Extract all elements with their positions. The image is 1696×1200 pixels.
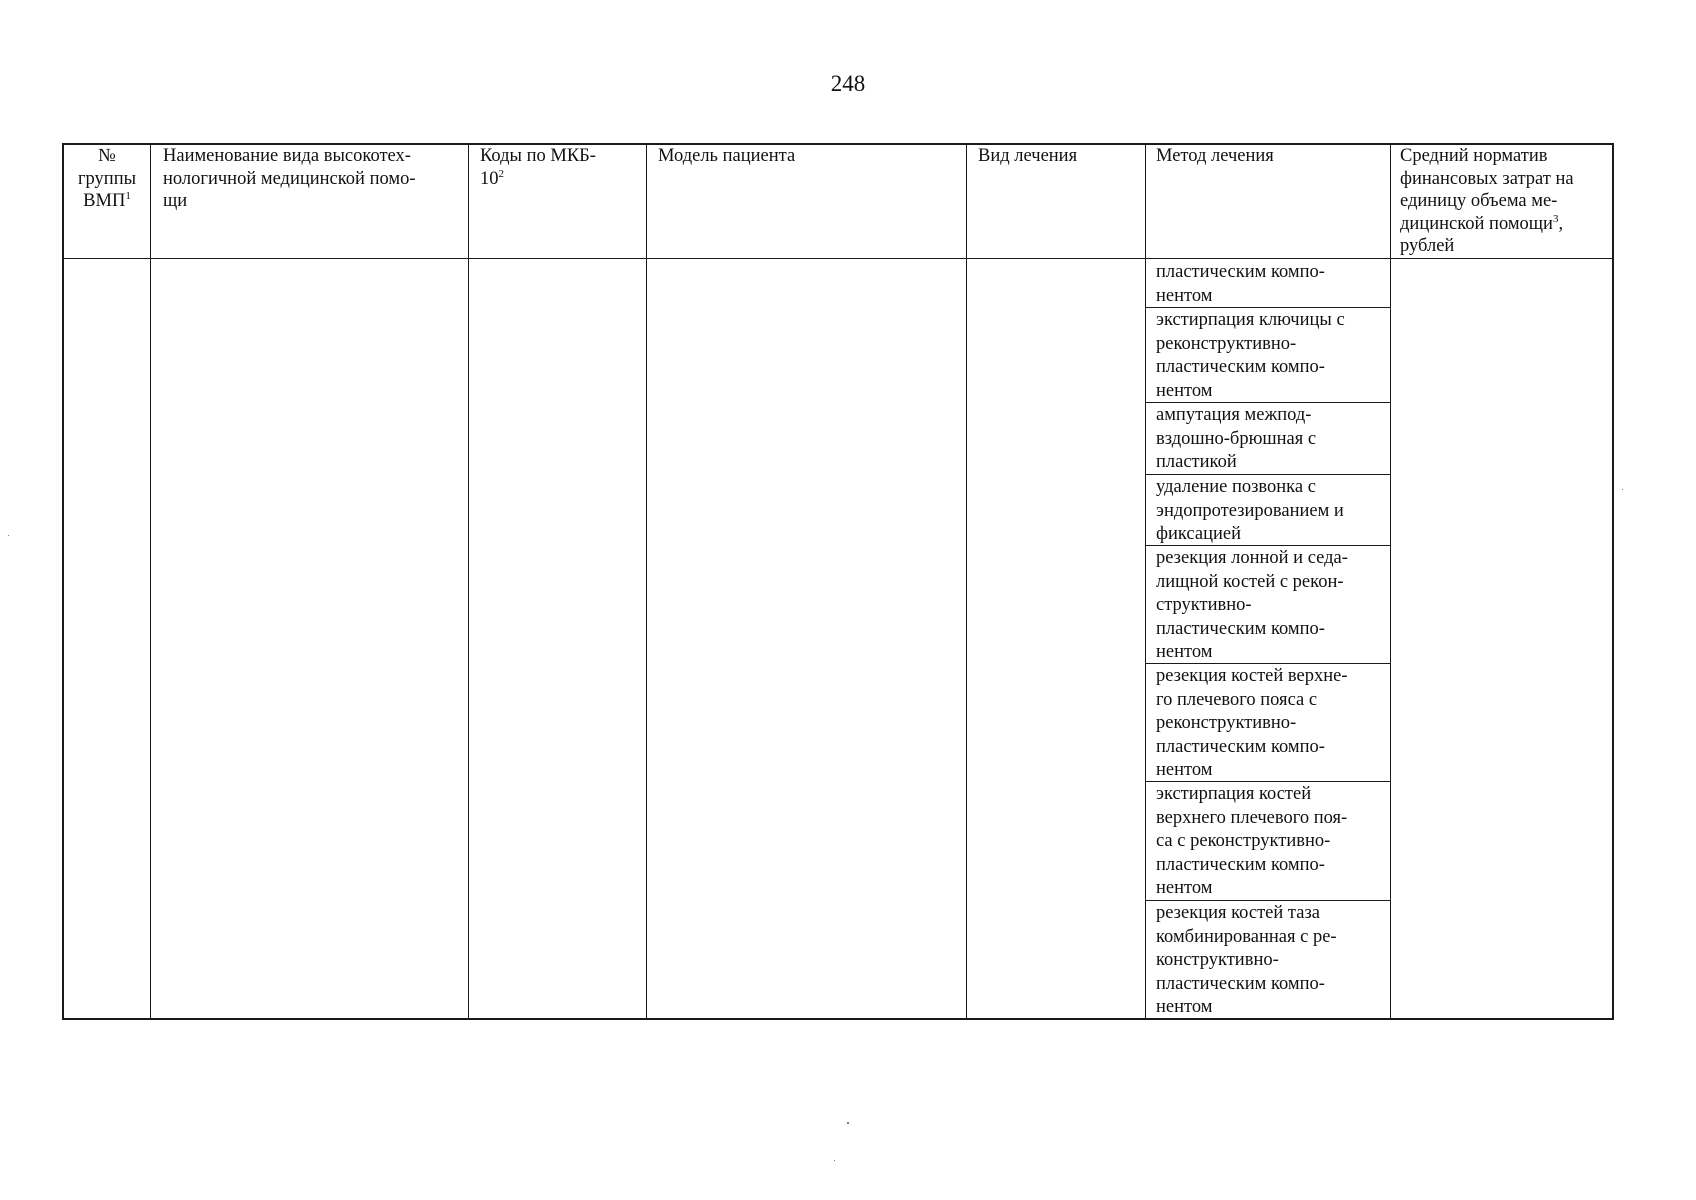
footnote-3-marker: 3	[1552, 212, 1559, 225]
col-divider-2	[468, 143, 469, 1020]
header-avg-cost	[1400, 145, 1610, 258]
header-care-type: Наименование вида высокотех- нологичной медицинской помо- щи	[163, 146, 416, 211]
method-item: пластическим компо- нентом	[1156, 262, 1325, 306]
method-item: экстирпация ключицы с реконструктивно- пластическим компо- нентом	[1156, 310, 1345, 401]
page-number: 248	[830, 71, 866, 96]
method-item: ампутация межпод- вздошно-брюшная с пластикой	[1156, 405, 1317, 473]
scan-speck	[834, 1160, 835, 1161]
header-avg-cost-unit: , рублей	[1400, 213, 1564, 256]
scan-speck	[847, 1122, 849, 1124]
method-item: экстирпация костей верхнего плечевого поя- са с реконструктивно- пластическим компо- нентом	[1156, 784, 1348, 899]
col-divider-3	[646, 143, 647, 1020]
table-left-border	[62, 143, 64, 1020]
col-divider-1	[150, 143, 151, 1020]
scan-speck	[8, 535, 9, 536]
method-item: удаление позвонка с эндопротезированием и фиксацией	[1156, 477, 1344, 545]
method-item: резекция костей верхне- го плечевого пояса с реконструктивно- пластическим компо- нентом	[1156, 666, 1348, 781]
scan-speck	[1622, 489, 1623, 490]
header-treatment-method: Метод лечения	[1156, 146, 1274, 166]
header-icd-codes-text: Коды по МКБ- 10	[480, 146, 596, 189]
footnote-1-marker: 1	[125, 189, 131, 202]
header-separator	[62, 258, 1614, 259]
table-right-border	[1612, 143, 1614, 1020]
header-group-no-text: № группы ВМП	[77, 146, 137, 211]
col-divider-4	[966, 143, 967, 1020]
header-avg-cost-text: Средний норматив финансовых затрат на единицу объема ме- дицинской помощи	[1400, 146, 1574, 234]
method-item: резекция костей таза комбинированная с ре- конструктивно- пластическим компо- нентом	[1156, 903, 1337, 1018]
header-group-no	[68, 145, 146, 213]
col-divider-5	[1145, 143, 1146, 1020]
header-treatment-type: Вид лечения	[978, 146, 1078, 166]
header-patient-model: Модель пациента	[658, 146, 796, 166]
header-icd-codes	[480, 145, 645, 190]
method-item: резекция лонной и седа- лищной костей с рекон- структивно- пластическим компо- нентом	[1156, 548, 1348, 663]
footnote-2-marker: 2	[498, 167, 504, 180]
